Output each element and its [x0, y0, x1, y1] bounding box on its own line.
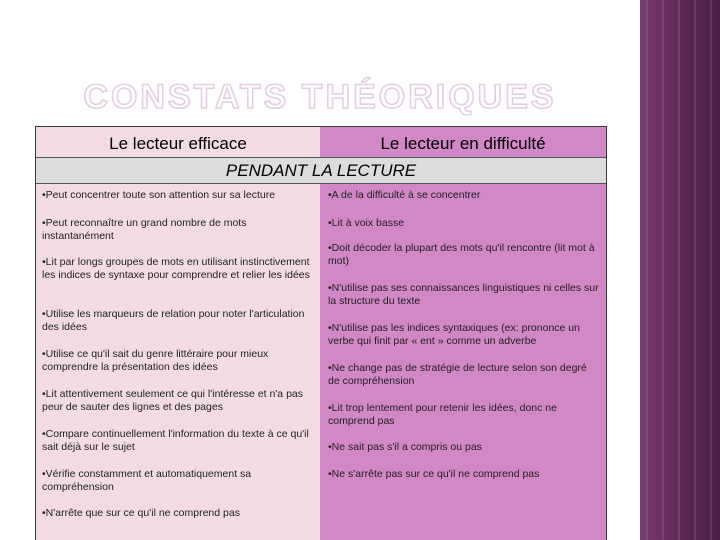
header-struggling-reader: Le lecteur en difficulté: [380, 134, 546, 153]
left-item: •Compare continuellement l'information du texte à ce qu'il sait déjà sur le sujet: [42, 428, 309, 453]
right-item: •A de la difficulté à se concentrer: [328, 189, 481, 201]
comparison-table: [35, 126, 607, 540]
decorative-side-bar: [640, 0, 720, 540]
right-item: •Lit trop lentement pour retenir les idées, donc ne comprend pas: [328, 402, 557, 427]
right-item: •N'utilise pas ses connaissances linguistiques ni celles sur la structure du texte: [328, 282, 599, 307]
right-item: •Lit à voix basse: [328, 217, 405, 229]
right-item: •Ne change pas de stratégie de lecture selon son degré de compréhension: [328, 362, 587, 387]
right-item: •N'utilise pas les indices syntaxiques (ex: prononce un verbe qui finit par « ent » comme un adverbe: [328, 322, 580, 347]
left-item: •Utilise les marqueurs de relation pour noter l'articulation des idées: [42, 308, 305, 333]
left-item: •Peut concentrer toute son attention sur sa lecture: [42, 189, 276, 201]
left-item: •Vérifie constamment et automatiquement sa compréhension: [42, 468, 252, 493]
slide-title: CONSTATS THÉORIQUES: [83, 78, 557, 116]
header-efficient-reader: Le lecteur efficace: [109, 134, 247, 153]
left-item: •Lit attentivement seulement ce qui l'intéresse et n'a pas peur de sauter des lignes et des pages: [42, 388, 303, 413]
right-item: •Ne s'arrête pas sur ce qu'il ne comprend pas: [328, 468, 540, 480]
right-item: •Ne sait pas s'il a compris ou pas: [328, 441, 482, 453]
section-label: PENDANT LA LECTURE: [36, 157, 606, 184]
left-item: •N'arrête que sur ce qu'il ne comprend pas: [42, 507, 240, 519]
right-item: •Doit décoder la plupart des mots qu'il rencontre (lit mot à mot): [328, 242, 595, 267]
left-item: •Peut reconnaître un grand nombre de mots instantanément: [42, 217, 247, 242]
left-item: •Utilise ce qu'il sait du genre littéraire pour mieux comprendre la présentation des idées: [42, 348, 269, 373]
left-item: •Lit par longs groupes de mots en utilisant instinctivement les indices de syntaxe pour comprendre et relier les idées: [42, 256, 310, 281]
